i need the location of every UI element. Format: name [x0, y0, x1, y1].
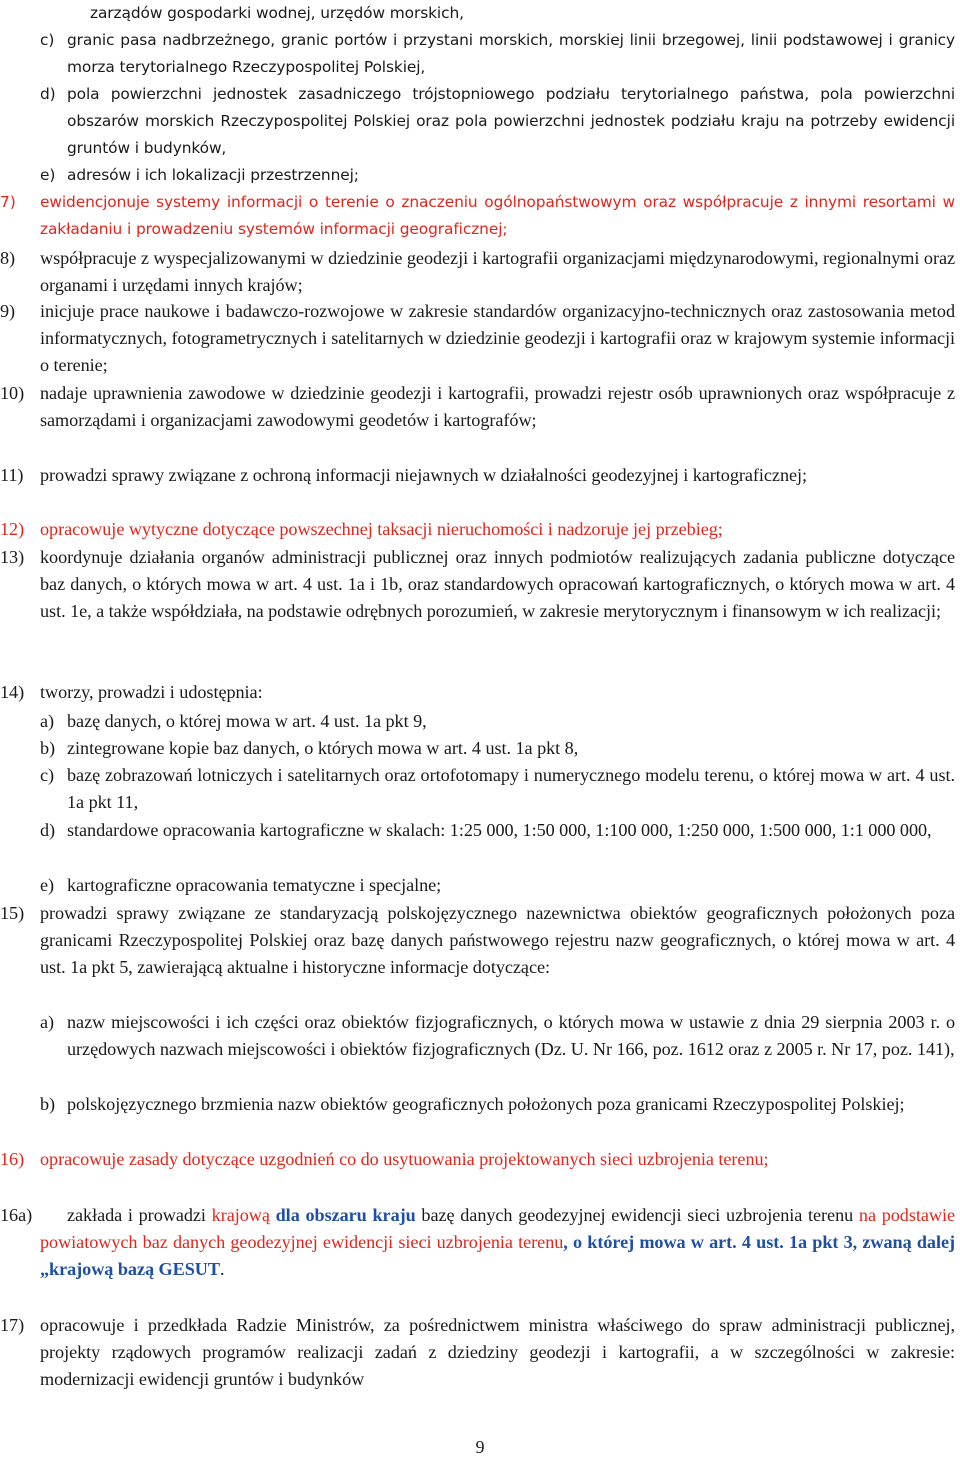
item-label: e)	[40, 166, 56, 184]
item-label: c)	[40, 765, 55, 785]
item-text: zarządów gospodarki wodnej, urzędów morskich,	[90, 4, 464, 22]
item-label: d)	[40, 820, 56, 840]
item-label: b)	[40, 1094, 56, 1114]
item-13-text: koordynuje działania organów administracji publicznej oraz innych podmiotów realizujących zadania publiczne dotyczące baz danych, o których mowa w art. 4 ust. 1a i 1b, oraz standardowych opracowań kartograficznych, o których mowa w art. 4 ust. 1e, a także współdziała, na podstawie odrębnych porozumień, w zakresie merytorycznym i finansowym w ich realizacji;	[40, 547, 955, 622]
item-16-text: opracowuje zasady dotyczące uzgodnień co do usytuowania projektowanych sieci uzbrojenia terenu;	[40, 1149, 769, 1169]
item-label: 16)	[0, 1149, 25, 1169]
item-16a-part-red: na podstawie powiatowych baz danych geodezyjnej ewidencji sieci uzbrojenia terenu	[40, 1205, 955, 1253]
item-label: 16a)	[0, 1205, 33, 1225]
page-number: 9	[475, 1437, 485, 1457]
item-15b-text: polskojęzycznego brzmienia nazw obiektów geograficznych położonych poza granicami Rzeczypospolitej Polskiej;	[67, 1094, 905, 1114]
item-label: 12)	[0, 519, 25, 539]
item-7-text: ewidencjonuje systemy informacji o terenie o znaczeniu ogólnopaństwowym oraz współpracuje z innymi resortami w zakładaniu i prowadzeniu systemów informacji geograficznej;	[40, 193, 955, 239]
item-14c-text: bazę zobrazowań lotniczych i satelitarnych oraz ortofotomapy i numerycznego modelu terenu, o której mowa w art. 4 ust. 1a pkt 11,	[67, 765, 955, 813]
item-16a-part: .	[219, 1259, 225, 1280]
item-e-text: adresów i ich lokalizacji przestrzennej;	[67, 166, 359, 184]
item-10-text: nadaje uprawnienia zawodowe w dziedzinie geodezji i kartografii, prowadzi rejestr osób uprawnionych oraz współpracuje z samorządami i organizacjami zawodowymi geodetów i kartografów;	[40, 383, 955, 431]
item-16a-part: bazę danych geodezyjnej ewidencji sieci uzbrojenia terenu	[415, 1205, 859, 1225]
item-16a-part-red: krajową	[211, 1205, 270, 1225]
item-label: 13)	[0, 547, 25, 567]
item-label: 14)	[0, 682, 25, 702]
item-label: 7)	[0, 193, 16, 211]
item-16a-text	[40, 1202, 955, 1283]
item-16a-part-blue: GESUT	[158, 1259, 220, 1280]
item-d-text: pola powierzchni jednostek zasadniczego trójstopniowego podziału terytorialnego państwa, pola powierzchni obszarów morskich Rzeczypospolitej Polskiej oraz pola powierzchni jednostek podziału kraju na potrzeby ewidencji gruntów i budynków,	[67, 85, 955, 158]
item-9-text: inicjuje prace naukowe i badawczo-rozwojowe w zakresie standardów organizacyjno-technicznych oraz zastosowania metod informatycznych, fotogrametrycznych i satelitarnych w dziedzinie geodezji i kartografii oraz w krajowym systemie informacji o terenie;	[40, 301, 955, 376]
item-label: 11)	[0, 465, 24, 485]
item-14d-text: standardowe opracowania kartograficzne w skalach: 1:25 000, 1:50 000, 1:100 000, 1:250 000, 1:500 000, 1:1 000 000,	[67, 820, 932, 840]
item-c-text: granic pasa nadbrzeżnego, granic portów i przystani morskich, morskiej linii brzegowej, linii podstawowej i granicy morza terytorialnego Rzeczypospolitej Polskiej,	[67, 31, 955, 77]
item-14b-text: zintegrowane kopie baz danych, o których mowa w art. 4 ust. 1a pkt 8,	[67, 738, 579, 758]
item-16a-part: zakłada i prowadzi	[67, 1205, 212, 1225]
item-17-text: opracowuje i przedkłada Radzie Ministrów, za pośrednictwem ministra właściwego do spraw administracji publicznej, projekty rządowych programów realizacji zadań z dziedziny geodezji i kartografii, a w szczególności w zakresie: modernizacji ewidencji gruntów i budynków	[40, 1315, 955, 1390]
item-label: c)	[40, 31, 55, 49]
item-16a-part-blue: , o której mowa w art. 4 ust. 1a pkt 3, zwaną dalej „krajową bazą	[40, 1232, 955, 1280]
item-label: 17)	[0, 1315, 25, 1335]
item-14e-text: kartograficzne opracowania tematyczne i specjalne;	[67, 875, 442, 895]
item-14a-text: bazę danych, o której mowa w art. 4 ust. 1a pkt 9,	[67, 711, 427, 731]
continuation-line	[90, 0, 955, 27]
item-label: d)	[40, 85, 56, 103]
item-label: 15)	[0, 903, 25, 923]
item-16a-part-blue: dla obszaru kraju	[269, 1205, 416, 1225]
item-label: 9)	[0, 301, 16, 321]
item-label: 8)	[0, 248, 16, 268]
item-label: a)	[40, 1012, 55, 1032]
item-14-text: tworzy, prowadzi i udostępnia:	[40, 682, 263, 702]
item-12-text: opracowuje wytyczne dotyczące powszechnej taksacji nieruchomości i nadzoruje jej przebieg;	[40, 519, 723, 539]
item-label: e)	[40, 875, 55, 895]
item-8-text: współpracuje z wyspecjalizowanymi w dziedzinie geodezji i kartografii organizacjami międzynarodowymi, regionalnymi oraz organami i urzędami innych krajów;	[40, 248, 955, 296]
item-15-text: prowadzi sprawy związane ze standaryzacją polskojęzycznego nazewnictwa obiektów geograficznych położonych poza granicami Rzeczypospolitej Polskiej oraz bazę danych państwowego rejestru nazw geograficznych, o której mowa w art. 4 ust. 1a pkt 5, zawierającą aktualne i historyczne informacje dotyczące:	[40, 903, 955, 978]
item-label: 10)	[0, 383, 25, 403]
item-11-text: prowadzi sprawy związane z ochroną informacji niejawnych w działalności geodezyjnej i kartograficznej;	[40, 465, 808, 485]
item-label: a)	[40, 711, 55, 731]
item-15a-text: nazw miejscowości i ich części oraz obiektów fizjograficznych, o których mowa w ustawie z dnia 29 sierpnia 2003 r. o urzędowych nazwach miejscowości i obiektów fizjograficznych (Dz. U. Nr 166, poz. 1612 oraz z 2005 r. Nr 17, poz. 141),	[67, 1012, 955, 1060]
item-label: b)	[40, 738, 56, 758]
